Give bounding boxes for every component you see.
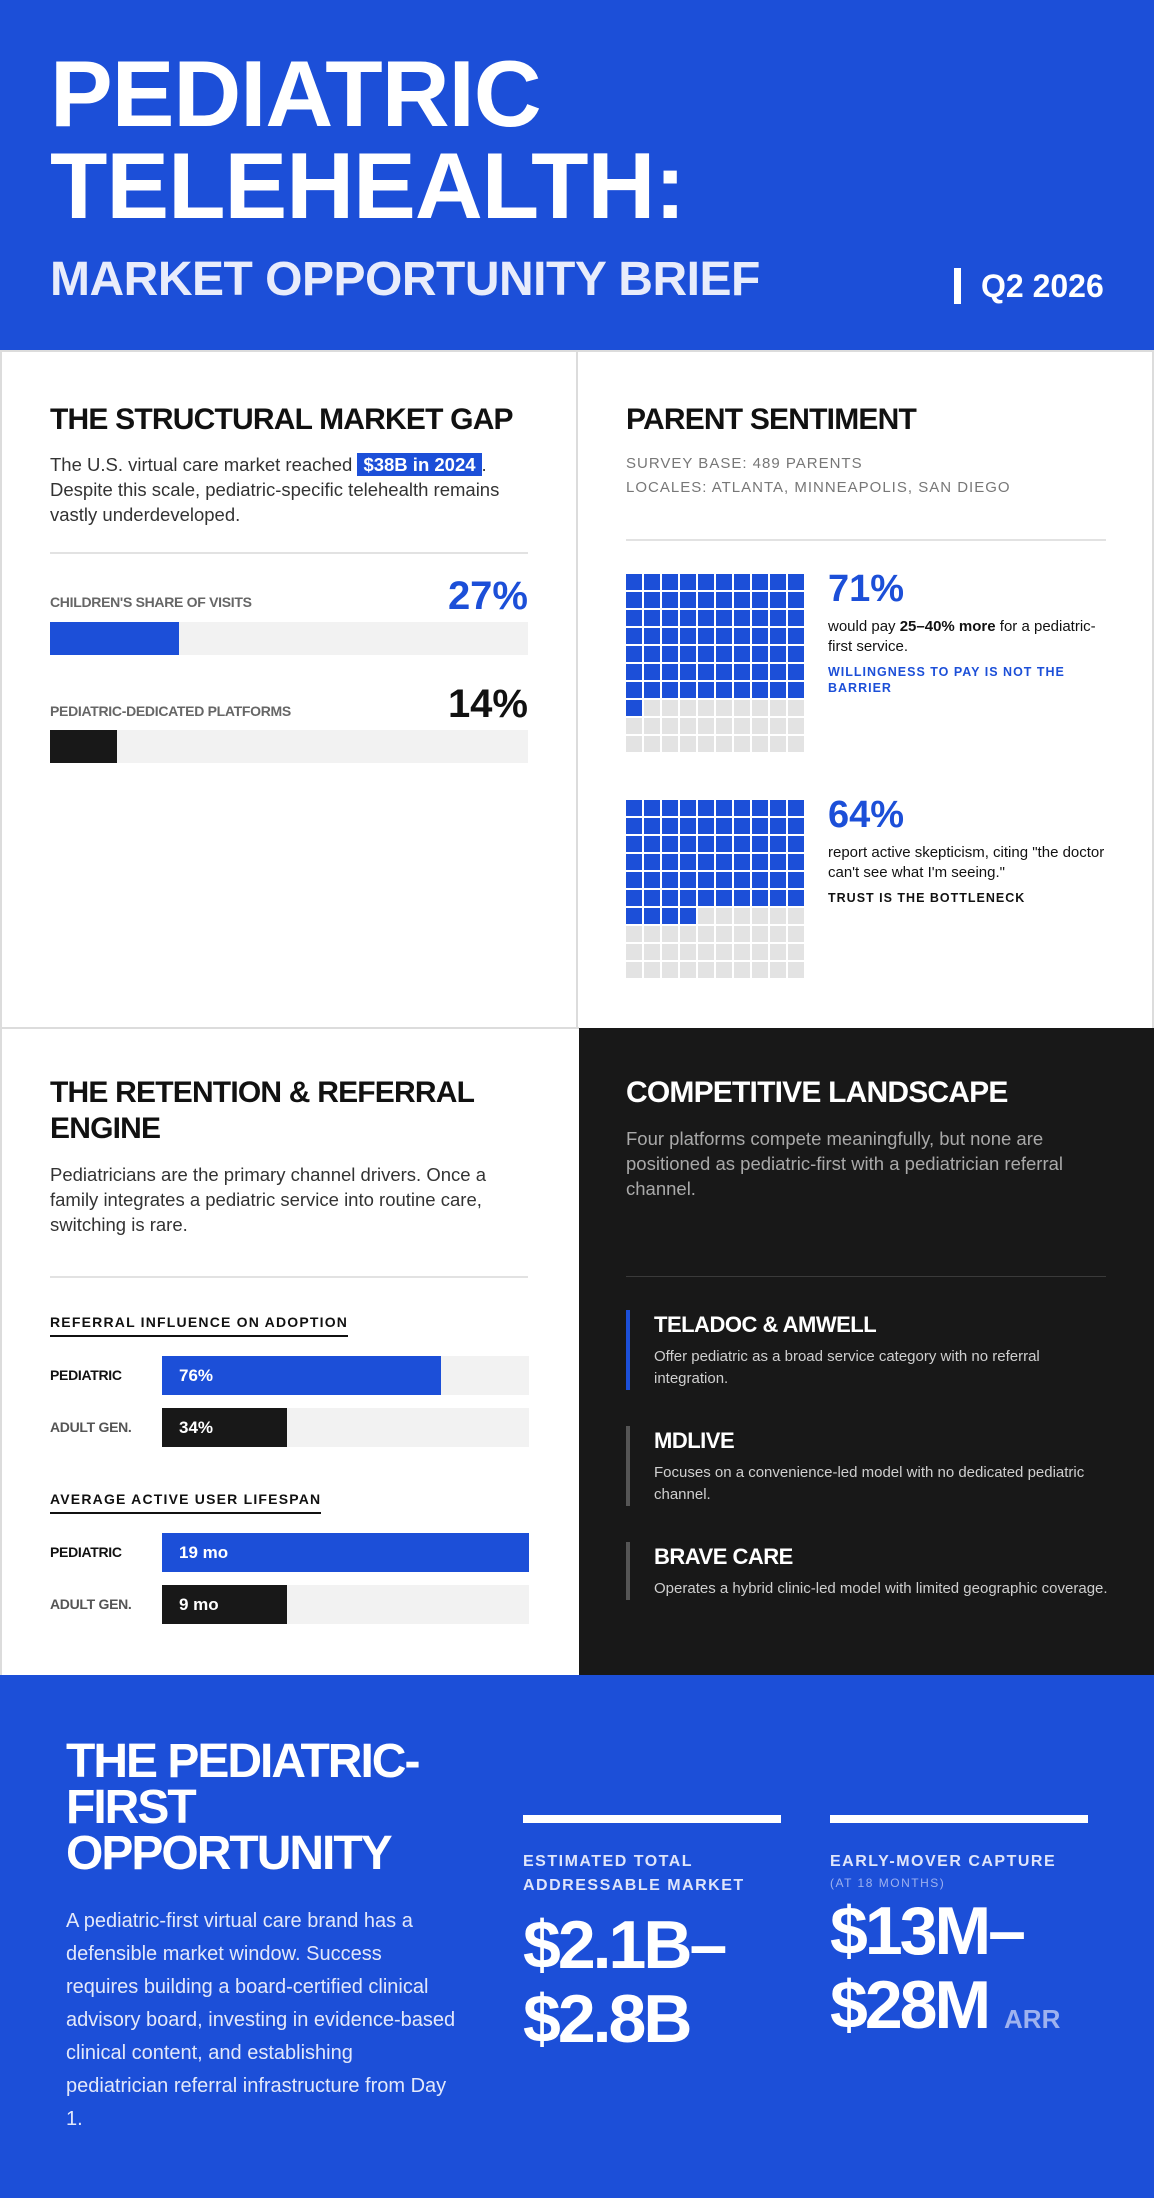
waffle-cell-empty (788, 908, 804, 924)
waffle-cell-filled (662, 610, 678, 626)
waffle-cell-empty (788, 736, 804, 752)
waffle-cell-filled (662, 664, 678, 680)
column-divider (576, 352, 578, 1028)
waffle-cell-empty (716, 944, 732, 960)
competitor-desc: Operates a hybrid clinic-led model with limited geographic coverage. (654, 1580, 1108, 1597)
waffle-cell-filled (752, 664, 768, 680)
waffle-cell-filled (788, 574, 804, 590)
capture-accent-bar (830, 1815, 1088, 1823)
waffle-cell-filled (680, 646, 696, 662)
waffle-cell-empty (752, 962, 768, 978)
waffle-cell-empty (662, 718, 678, 734)
opportunity-section (0, 1675, 1154, 2198)
waffle-cell-empty (626, 736, 642, 752)
waffle-cell-empty (662, 962, 678, 978)
waffle-cell-empty (662, 736, 678, 752)
waffle-cell-empty (626, 926, 642, 942)
waffle-cell-empty (734, 736, 750, 752)
waffle-cell-filled (788, 800, 804, 816)
waffle-cell-empty (680, 700, 696, 716)
waffle-cell-filled (644, 628, 660, 644)
waffle-cell-filled (644, 854, 660, 870)
waffle-cell-filled (788, 836, 804, 852)
waffle-cell-filled (716, 800, 732, 816)
competitor-card (626, 1542, 1116, 1600)
waffle-cell-filled (716, 890, 732, 906)
waffle-cell-filled (752, 854, 768, 870)
waffle-cell-empty (644, 944, 660, 960)
waffle-cell-filled (644, 800, 660, 816)
waffle-cell-filled (770, 854, 786, 870)
quarter-label: Q2 2026 (954, 268, 1104, 304)
waffle-cell-empty (752, 926, 768, 942)
waffle-cell-filled (770, 574, 786, 590)
waffle-cell-filled (626, 592, 642, 608)
waffle-cell-filled (770, 646, 786, 662)
waffle-cell-empty (626, 962, 642, 978)
waffle-cell-empty (698, 926, 714, 942)
waffle-cell-empty (770, 736, 786, 752)
waffle-cell-empty (662, 944, 678, 960)
competitor-name: MDLIVE (654, 1428, 735, 1453)
stat-desc-prefix: would pay (828, 618, 900, 635)
waffle-cell-filled (698, 818, 714, 834)
waffle-cell-filled (734, 574, 750, 590)
market-size-highlight: $38B in 2024 (357, 453, 481, 476)
waffle-cell-empty (644, 718, 660, 734)
tam-column (523, 1815, 781, 2056)
waffle-cell-filled (644, 574, 660, 590)
parent-sentiment-title: PARENT SENTIMENT (626, 403, 916, 436)
waffle-cell-filled (734, 646, 750, 662)
waffle-cell-filled (734, 800, 750, 816)
competitor-desc: Focuses on a convenience-led model with no dedicated pediatric channel. (654, 1464, 1085, 1503)
waffle-cell-filled (662, 872, 678, 888)
waffle-cell-filled (770, 664, 786, 680)
waffle-cell-empty (734, 926, 750, 942)
waffle-cell-filled (680, 592, 696, 608)
waffle-cell-filled (680, 908, 696, 924)
retention-body: Pediatricians are the primary channel drivers. Once a family integrates a pediatric service into routine care, switching is rare. (50, 1164, 486, 1235)
page-title-line2: TELEHEALTH: (50, 133, 685, 238)
waffle-cell-empty (770, 718, 786, 734)
waffle-cell-filled (662, 890, 678, 906)
waffle-cell-filled (626, 646, 642, 662)
waffle-cell-filled (716, 854, 732, 870)
waffle-cell-filled (770, 818, 786, 834)
waffle-cell-empty (626, 944, 642, 960)
progress-track-children-share (50, 622, 528, 655)
waffle-cell-filled (752, 800, 768, 816)
waffle-cell-empty (680, 962, 696, 978)
waffle-cell-filled (752, 818, 768, 834)
waffle-cell-empty (734, 718, 750, 734)
waffle-cell-empty (716, 926, 732, 942)
waffle-cell-filled (734, 628, 750, 644)
market-gap-body-suffix: . Despite this scale, pediatric-specific telehealth remains vastly underdeveloped. (50, 454, 500, 525)
progress-track-pediatric-platforms (50, 730, 528, 763)
stat-desc-bold: 25–40% more (899, 618, 996, 635)
divider (626, 539, 1106, 541)
waffle-cell-filled (752, 574, 768, 590)
referral-row-label-pediatric: PEDIATRIC (50, 1367, 122, 1383)
capture-unit: ARR (1004, 2004, 1061, 2034)
waffle-cell-filled (752, 682, 768, 698)
waffle-cell-filled (734, 818, 750, 834)
waffle-cell-filled (716, 682, 732, 698)
waffle-cell-filled (788, 854, 804, 870)
capture-value-line2 (830, 1968, 1088, 2056)
waffle-cell-filled (644, 646, 660, 662)
waffle-cell-filled (644, 836, 660, 852)
waffle-cell-empty (788, 700, 804, 716)
waffle-cell-filled (626, 664, 642, 680)
lifespan-track-pediatric (162, 1533, 529, 1572)
waffle-cell-filled (752, 890, 768, 906)
waffle-cell-filled (770, 592, 786, 608)
waffle-cell-filled (644, 818, 660, 834)
waffle-cell-filled (680, 574, 696, 590)
waffle-cell-filled (698, 854, 714, 870)
waffle-chart-willingness (626, 574, 806, 752)
lifespan-bar-adult: 9 mo (162, 1585, 287, 1624)
waffle-cell-empty (698, 718, 714, 734)
waffle-cell-filled (734, 854, 750, 870)
waffle-cell-filled (644, 610, 660, 626)
waffle-cell-filled (662, 592, 678, 608)
opportunity-title: THE PEDIATRIC-FIRST OPPORTUNITY (66, 1735, 419, 1880)
waffle-chart-skepticism (626, 800, 806, 978)
waffle-cell-filled (734, 836, 750, 852)
waffle-cell-filled (788, 664, 804, 680)
metric-value-pediatric-platforms: 14% (447, 682, 528, 726)
waffle-cell-filled (752, 610, 768, 626)
waffle-cell-filled (788, 890, 804, 906)
waffle-cell-empty (752, 700, 768, 716)
row-divider (0, 1027, 579, 1029)
waffle-cell-filled (734, 610, 750, 626)
waffle-cell-filled (644, 872, 660, 888)
waffle-cell-empty (734, 700, 750, 716)
stat-desc-skepticism: report active skepticism, citing "the doctor can't see what I'm seeing." (828, 844, 1105, 881)
waffle-cell-filled (698, 872, 714, 888)
waffle-cell-filled (716, 818, 732, 834)
capture-value-line1: $13M– (830, 1893, 1023, 1969)
waffle-cell-filled (770, 682, 786, 698)
stat-desc-suffix: for a pediatric-first service. (828, 618, 1096, 655)
waffle-cell-filled (716, 664, 732, 680)
waffle-cell-empty (698, 700, 714, 716)
opportunity-body: A pediatric-first virtual care brand has a defensible market window. Success requires building a board-certified clinical advisory board, investing in evidence-based clinical content, and establishing pediatrician referral infrastructure from Day 1. (66, 1910, 456, 2130)
waffle-cell-filled (680, 854, 696, 870)
waffle-cell-filled (752, 628, 768, 644)
waffle-cell-filled (680, 610, 696, 626)
waffle-cell-filled (698, 646, 714, 662)
waffle-cell-empty (770, 944, 786, 960)
waffle-cell-filled (752, 872, 768, 888)
waffle-cell-filled (698, 574, 714, 590)
tam-accent-bar (523, 1815, 781, 1823)
waffle-cell-filled (626, 854, 642, 870)
waffle-cell-filled (626, 800, 642, 816)
waffle-cell-filled (662, 682, 678, 698)
divider (50, 1276, 528, 1278)
waffle-cell-filled (680, 818, 696, 834)
waffle-cell-filled (770, 610, 786, 626)
stat-desc-willingness (828, 617, 1106, 657)
waffle-cell-empty (788, 962, 804, 978)
waffle-cell-filled (680, 890, 696, 906)
waffle-cell-empty (734, 944, 750, 960)
waffle-cell-filled (752, 592, 768, 608)
lifespan-heading: AVERAGE ACTIVE USER LIFESPAN (50, 1491, 321, 1514)
waffle-cell-filled (626, 890, 642, 906)
waffle-cell-filled (788, 872, 804, 888)
waffle-cell-filled (734, 592, 750, 608)
stat-percent-skepticism: 64% (828, 794, 905, 836)
waffle-cell-filled (770, 890, 786, 906)
market-gap-body-prefix: The U.S. virtual care market reached (50, 454, 358, 475)
waffle-cell-empty (680, 944, 696, 960)
waffle-cell-filled (698, 610, 714, 626)
capture-label: EARLY-MOVER CAPTURE (830, 1853, 1057, 1870)
competitive-landscape-section (579, 1028, 1154, 1675)
market-gap-body (50, 452, 540, 527)
waffle-cell-empty (788, 944, 804, 960)
capture-column (830, 1815, 1088, 2056)
waffle-cell-filled (734, 872, 750, 888)
waffle-cell-empty (752, 944, 768, 960)
waffle-cell-empty (680, 926, 696, 942)
waffle-cell-empty (716, 736, 732, 752)
metric-label-children-share: CHILDREN'S SHARE OF VISITS (50, 594, 252, 610)
waffle-cell-filled (626, 700, 642, 716)
waffle-cell-filled (752, 646, 768, 662)
waffle-cell-empty (734, 962, 750, 978)
waffle-cell-empty (698, 944, 714, 960)
waffle-cell-filled (698, 592, 714, 608)
metric-label-pediatric-platforms: PEDIATRIC-DEDICATED PLATFORMS (50, 703, 291, 719)
referral-bar-adult: 34% (162, 1408, 287, 1447)
waffle-cell-empty (644, 700, 660, 716)
competitor-card (626, 1310, 1116, 1390)
waffle-cell-empty (698, 908, 714, 924)
waffle-cell-filled (662, 628, 678, 644)
waffle-cell-empty (716, 700, 732, 716)
waffle-cell-filled (680, 836, 696, 852)
waffle-cell-filled (716, 610, 732, 626)
divider (626, 1276, 1106, 1277)
waffle-cell-filled (716, 872, 732, 888)
retention-title: THE RETENTION & REFERRAL ENGINE (50, 1076, 474, 1145)
waffle-cell-filled (770, 872, 786, 888)
waffle-cell-empty (752, 718, 768, 734)
waffle-cell-empty (770, 926, 786, 942)
waffle-cell-filled (788, 628, 804, 644)
waffle-cell-empty (644, 962, 660, 978)
waffle-cell-filled (626, 872, 642, 888)
competitive-title: COMPETITIVE LANDSCAPE (626, 1076, 1008, 1109)
waffle-cell-empty (716, 908, 732, 924)
competitor-card (626, 1426, 1116, 1506)
lifespan-row-label-adult: ADULT GEN. (50, 1596, 132, 1612)
waffle-cell-filled (788, 610, 804, 626)
referral-track-pediatric (162, 1356, 529, 1395)
waffle-cell-filled (644, 682, 660, 698)
waffle-cell-filled (788, 682, 804, 698)
waffle-cell-filled (662, 574, 678, 590)
waffle-cell-empty (698, 736, 714, 752)
waffle-cell-empty (680, 718, 696, 734)
page-title-line1: PEDIATRIC (50, 41, 541, 146)
waffle-cell-filled (698, 628, 714, 644)
waffle-cell-empty (698, 962, 714, 978)
competitor-name: BRAVE CARE (654, 1544, 793, 1569)
waffle-cell-filled (734, 890, 750, 906)
waffle-cell-filled (680, 628, 696, 644)
referral-row-label-adult: ADULT GEN. (50, 1419, 132, 1435)
waffle-cell-filled (662, 818, 678, 834)
competitor-name: TELADOC & AMWELL (654, 1312, 877, 1337)
waffle-cell-filled (698, 682, 714, 698)
survey-locales: LOCALES: ATLANTA, MINNEAPOLIS, SAN DIEGO (626, 479, 1011, 496)
competitive-body: Four platforms compete meaningfully, but none are positioned as pediatric-first with a pediatrician referral channel. (626, 1128, 1064, 1199)
waffle-cell-filled (698, 890, 714, 906)
waffle-cell-filled (662, 800, 678, 816)
waffle-cell-empty (716, 962, 732, 978)
waffle-cell-filled (644, 664, 660, 680)
waffle-cell-filled (698, 664, 714, 680)
waffle-cell-filled (770, 628, 786, 644)
progress-fill-children-share (50, 622, 179, 655)
waffle-cell-filled (788, 818, 804, 834)
waffle-cell-filled (698, 800, 714, 816)
tam-label: ESTIMATED TOTAL ADDRESSABLE MARKET (523, 1853, 745, 1894)
waffle-cell-filled (680, 682, 696, 698)
waffle-cell-empty (752, 908, 768, 924)
tam-value-line2: $2.8B (523, 1981, 690, 2057)
lifespan-bar-pediatric: 19 mo (162, 1533, 529, 1572)
waffle-cell-filled (716, 836, 732, 852)
waffle-cell-filled (626, 628, 642, 644)
divider (50, 552, 528, 554)
page-subtitle: MARKET OPPORTUNITY BRIEF (50, 253, 760, 306)
waffle-cell-empty (770, 700, 786, 716)
waffle-cell-empty (680, 736, 696, 752)
header-banner (0, 0, 1154, 352)
progress-fill-pediatric-platforms (50, 730, 117, 763)
row-divider (0, 352, 2, 1675)
waffle-cell-filled (716, 628, 732, 644)
waffle-cell-filled (644, 908, 660, 924)
waffle-cell-empty (734, 908, 750, 924)
tam-value-line1: $2.1B– (523, 1907, 725, 1983)
waffle-cell-empty (662, 926, 678, 942)
competitor-desc: Offer pediatric as a broad service category with no referral integration. (654, 1348, 1040, 1387)
stat-percent-willingness: 71% (828, 568, 905, 610)
waffle-cell-filled (626, 682, 642, 698)
waffle-cell-filled (752, 836, 768, 852)
waffle-cell-filled (788, 646, 804, 662)
waffle-cell-filled (626, 610, 642, 626)
waffle-cell-filled (698, 836, 714, 852)
market-gap-title: THE STRUCTURAL MARKET GAP (50, 403, 513, 436)
waffle-cell-filled (626, 818, 642, 834)
waffle-cell-filled (662, 836, 678, 852)
waffle-cell-filled (770, 800, 786, 816)
survey-base: SURVEY BASE: 489 PARENTS (626, 455, 863, 472)
waffle-cell-empty (788, 718, 804, 734)
referral-track-adult (162, 1408, 529, 1447)
waffle-cell-filled (626, 836, 642, 852)
waffle-cell-empty (716, 718, 732, 734)
waffle-cell-filled (644, 890, 660, 906)
waffle-cell-filled (716, 646, 732, 662)
referral-bar-pediatric: 76% (162, 1356, 441, 1395)
stat-tag-willingness: WILLINGNESS TO PAY IS NOT THE BARRIER (828, 665, 1065, 695)
waffle-cell-empty (770, 962, 786, 978)
waffle-cell-filled (662, 908, 678, 924)
waffle-cell-empty (788, 926, 804, 942)
waffle-cell-empty (626, 718, 642, 734)
waffle-cell-empty (662, 700, 678, 716)
waffle-cell-filled (680, 872, 696, 888)
waffle-cell-filled (734, 682, 750, 698)
capture-note: (AT 18 MONTHS) (830, 1876, 946, 1890)
waffle-cell-empty (644, 736, 660, 752)
waffle-cell-filled (788, 592, 804, 608)
capture-value-line2-text: $28M (830, 1967, 989, 2043)
waffle-cell-filled (626, 908, 642, 924)
waffle-cell-filled (734, 664, 750, 680)
lifespan-row-label-pediatric: PEDIATRIC (50, 1544, 122, 1560)
waffle-cell-filled (626, 574, 642, 590)
waffle-cell-filled (662, 646, 678, 662)
waffle-cell-empty (752, 736, 768, 752)
waffle-cell-filled (716, 574, 732, 590)
referral-heading: REFERRAL INFLUENCE ON ADOPTION (50, 1314, 348, 1337)
waffle-cell-empty (770, 908, 786, 924)
waffle-cell-empty (644, 926, 660, 942)
waffle-cell-filled (680, 664, 696, 680)
stat-tag-skepticism: TRUST IS THE BOTTLENECK (828, 891, 1026, 905)
lifespan-track-adult (162, 1585, 529, 1624)
metric-value-children-share: 27% (447, 574, 528, 618)
waffle-cell-filled (716, 592, 732, 608)
waffle-cell-filled (680, 800, 696, 816)
waffle-cell-filled (662, 854, 678, 870)
waffle-cell-filled (770, 836, 786, 852)
waffle-cell-filled (644, 592, 660, 608)
